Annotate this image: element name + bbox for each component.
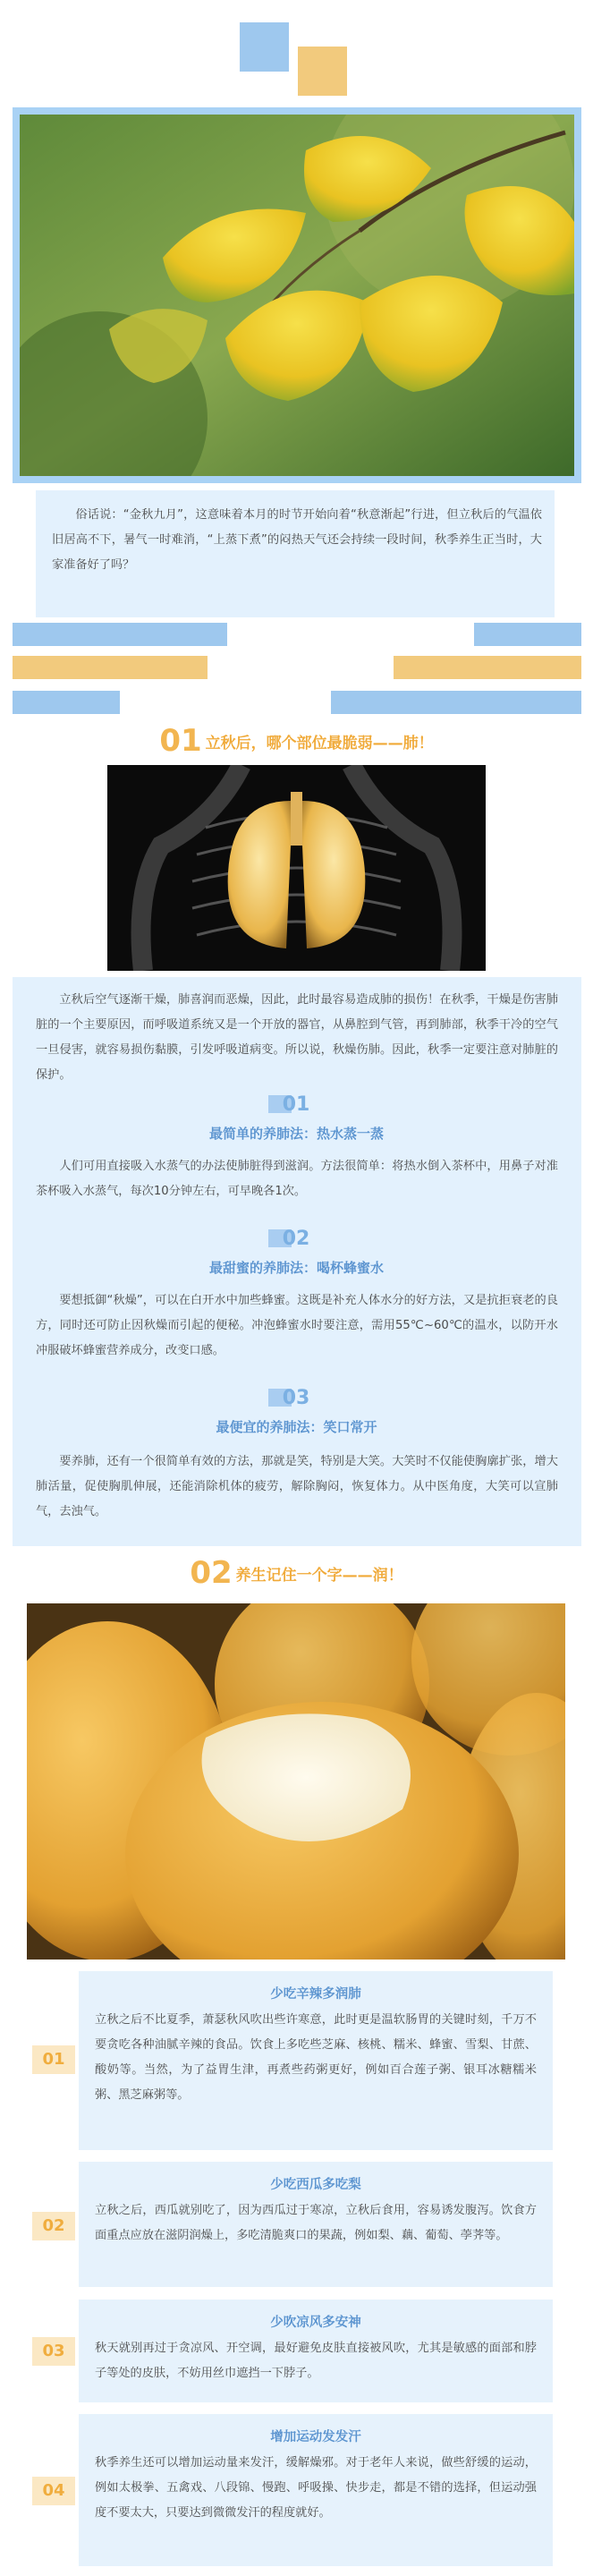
- section2-number: 02: [190, 1555, 233, 1591]
- card2-text: 立秋之后，西瓜就别吃了，因为西瓜过于寒凉，立秋后食用，容易诱发腹泻。饮食方面重点应放在滋阴润燥上，多吃清脆爽口的果蔬，例如梨、藕、葡萄、荸荠等。: [95, 2204, 537, 2242]
- card3-text: 秋天就别再过于贪凉风、开空调，最好避免皮肤直接被风吹，尤其是敏感的面部和脖子等处的皮肤，不妨用丝巾遮挡一下脖子。: [95, 2342, 537, 2380]
- card-4: [79, 2414, 553, 2566]
- method2-text: 要想抵御“秋燥”，可以在白开水中加些蜂蜜。这既是补充人体水分的好方法，又是抗拒衰老的良方，同时还可防止因秋燥而引起的便秘。冲泡蜂蜜水时要注意，需用55℃~60℃的温水，以防开水冲服破坏蜂蜜营养成分，改变口感。: [36, 1294, 558, 1357]
- card1-text: 立秋之后不比夏季，萧瑟秋风吹出些许寒意，此时更是温软肠胃的关键时刻，千万不要贪吃各种油腻辛辣的食品。饮食上多吃些芝麻、核桃、糯米、蜂蜜、雪梨、甘蔗、酸奶等。当然，为了益胃生津，再煮些药粥更好，例如百合莲子粥、银耳冰糖糯米粥、黑芝麻粥等。: [95, 2013, 537, 2102]
- method3-title: 最便宜的养肺法：笑口常开: [216, 1419, 377, 1435]
- decor-square-blue-top: [240, 22, 289, 72]
- card1-number: 01: [32, 2045, 75, 2074]
- pears-image: [27, 1603, 565, 1960]
- card-1: [79, 1971, 553, 2150]
- method3-text: 要养肺，还有一个很简单有效的方法，那就是笑，特别是大笑。大笑时不仅能使胸廓扩张，增大肺活量，促使胸肌伸展，还能消除机体的疲劳，解除胸闷，恢复体力。从中医角度，大笑可以宣肺气，去浊气。: [36, 1455, 558, 1518]
- method3-num: 03: [282, 1387, 310, 1409]
- card-2: [79, 2162, 553, 2287]
- method1-title: 最简单的养肺法：热水蒸一蒸: [208, 1126, 384, 1142]
- method1-text: 人们可用直接吸入水蒸气的办法使肺脏得到滋润。方法很简单：将热水倒入茶杯中，用鼻子对准茶杯吸入水蒸气，每次10分钟左右，可早晚各1次。: [36, 1160, 558, 1198]
- section2-title: 养生记住一个字——润！: [235, 1566, 403, 1585]
- card3-title: 少吹凉风多安神: [270, 2316, 361, 2330]
- card2-title: 少吃西瓜多吃梨: [270, 2178, 361, 2192]
- section1-heading: [0, 723, 593, 759]
- card3-number: 03: [32, 2337, 75, 2366]
- lungs-image: [107, 765, 486, 971]
- section2-heading: [0, 1555, 593, 1591]
- method2-title: 最甜蜜的养肺法：喝杯蜂蜜水: [208, 1260, 384, 1276]
- intro-text: 俗话说：“金秋九月”，这意味着本月的时节开始向着“秋意渐起”行进，但立秋后的气温依旧居高不下，暑气一时难消，“上蒸下煮”的闷热天气还会持续一段时间，秋季养生正当时，大家准备好了吗？: [52, 508, 542, 572]
- section1-number: 01: [159, 723, 202, 759]
- card1-title: 少吃辛辣多润肺: [270, 1987, 361, 2002]
- card4-title: 增加运动发发汗: [270, 2430, 361, 2444]
- decor-square-gold-top: [298, 47, 347, 96]
- card4-number: 04: [32, 2477, 75, 2505]
- card4-text: 秋季养生还可以增加运动量来发汗，缓解燥邪。对于老年人来说，做些舒缓的运动，例如太极拳、五禽戏、八段锦、慢跑、呼吸操、快步走，都是不错的选择，但运动强度不要太大，只要达到微微发汗的程度就好。: [95, 2456, 537, 2520]
- method2-num: 02: [282, 1228, 310, 1250]
- decor-bar-2: [474, 623, 581, 646]
- decor-bar-6: [331, 691, 581, 714]
- decor-bar-1: [13, 623, 227, 646]
- decor-bar-3: [13, 656, 208, 679]
- section1-title: 立秋后，哪个部位最脆弱——肺！: [205, 734, 434, 752]
- ginkgo-leaves-image: [20, 115, 574, 476]
- section1-text: 立秋后空气逐渐干燥，肺喜润而恶燥，因此，此时最容易造成肺的损伤！在秋季，干燥是伤害肺脏的一个主要原因，而呼吸道系统又是一个开放的器官，从鼻腔到气管，再到肺部，秋季干冷的空气一旦侵害，就容易损伤黏膜，引发呼吸道病变。所以说，秋燥伤肺。因此，秋季一定要注意对肺脏的保护。: [36, 993, 558, 1082]
- method1-num: 01: [282, 1093, 310, 1116]
- decor-bar-4: [394, 656, 581, 679]
- card-3: [79, 2300, 553, 2402]
- decor-bar-5: [13, 691, 120, 714]
- card2-number: 02: [32, 2212, 75, 2240]
